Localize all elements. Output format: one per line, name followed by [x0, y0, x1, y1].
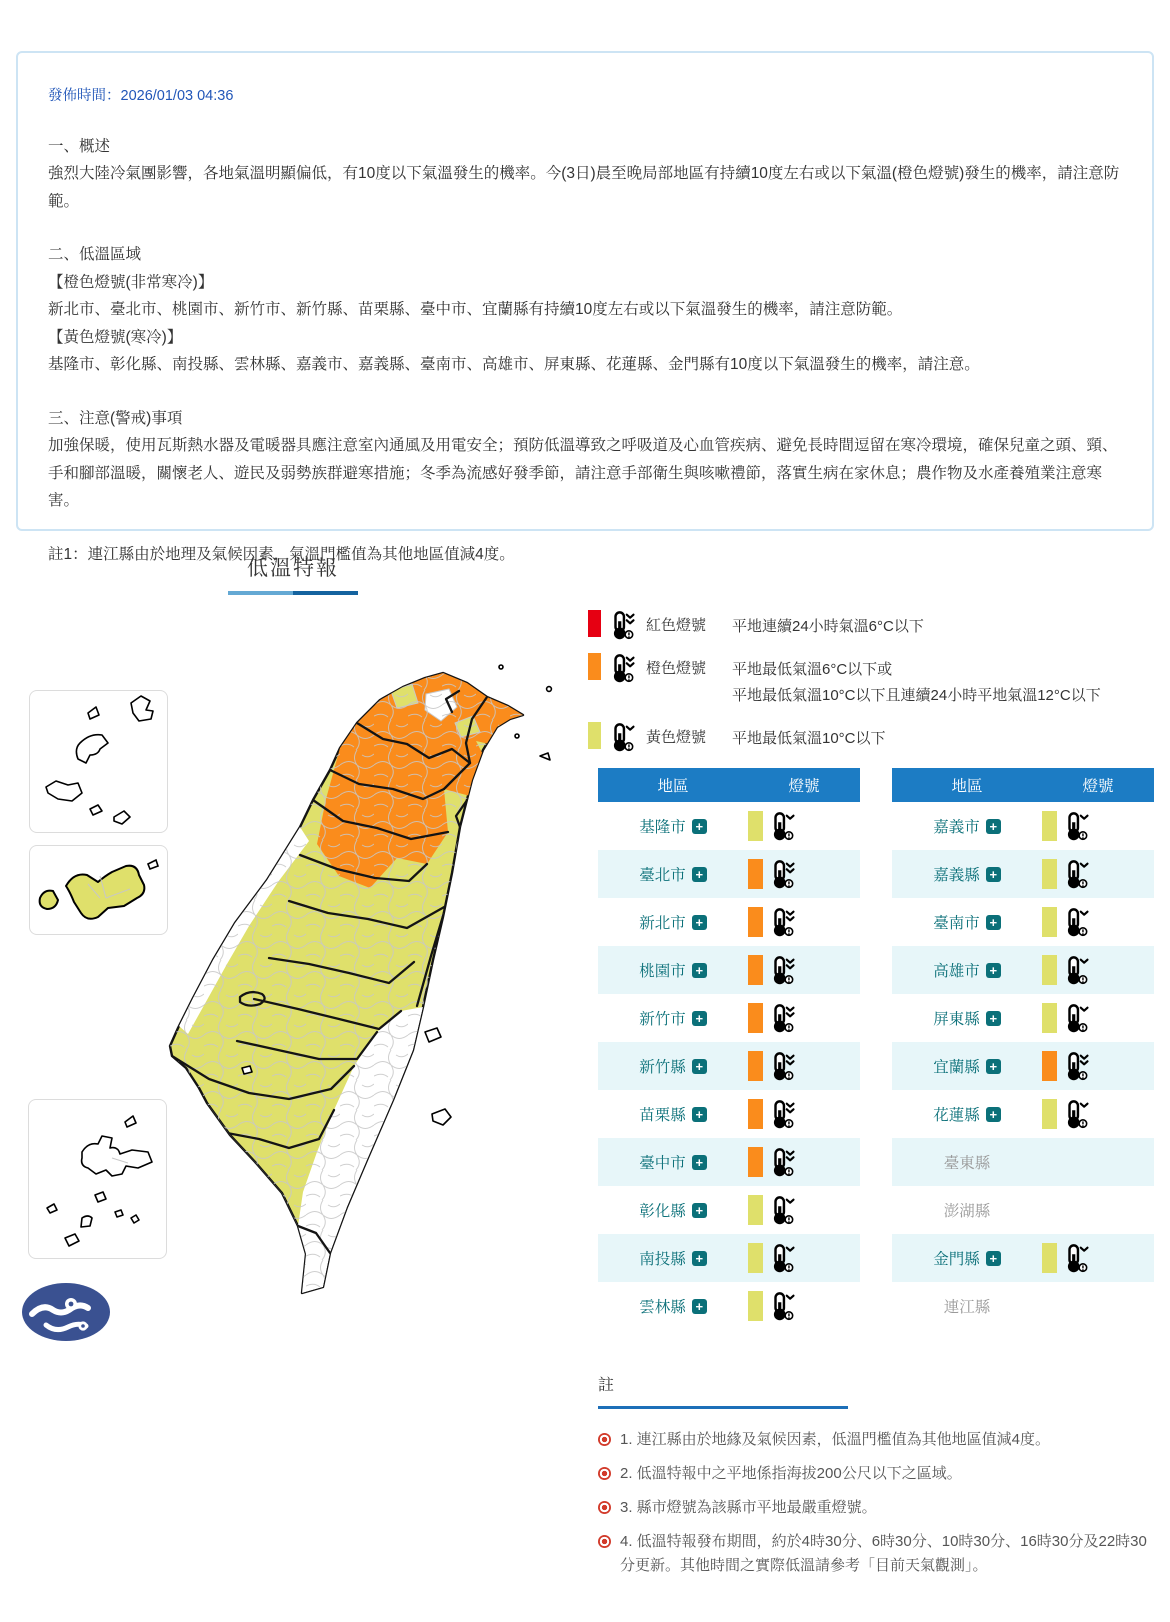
signal-color-bar [748, 1243, 763, 1273]
expand-plus-icon[interactable]: + [986, 867, 1001, 882]
table-row [892, 1090, 1154, 1138]
legend-item-yellow [588, 722, 1154, 752]
section3-heading: 三、注意(警戒)事項 [48, 409, 183, 427]
signal-color-bar [1042, 1051, 1057, 1081]
section2-heading: 二、低溫區域 [48, 246, 142, 263]
table-row [598, 850, 860, 898]
region-name: 嘉義縣 [933, 867, 980, 884]
region-name: 苗栗縣 [639, 1107, 686, 1124]
table-row [598, 1186, 860, 1234]
signal-color-bar [1042, 955, 1057, 985]
note-item: 1. 連江縣由於地緣及氣候因素，低溫門檻值為其他地區值減4度。 [598, 1428, 1158, 1452]
region-name: 金門縣 [933, 1251, 980, 1268]
signal-color-bar [1042, 859, 1057, 889]
header-signal: 燈號 [1082, 778, 1114, 795]
region-name: 新竹縣 [639, 1059, 686, 1076]
expand-plus-icon[interactable]: + [986, 1011, 1001, 1026]
region-name: 臺南市 [933, 915, 980, 932]
table-row [892, 898, 1154, 946]
legend-color-swatch [588, 653, 601, 680]
thermometer-icon [610, 610, 636, 640]
table-row [892, 946, 1154, 994]
table-row [598, 1042, 860, 1090]
table-body [892, 802, 1154, 1330]
region-name: 臺北市 [639, 867, 686, 884]
thermometer-icon [770, 955, 796, 985]
thermometer-icon [1064, 1099, 1090, 1129]
expand-plus-icon[interactable]: + [692, 1155, 707, 1170]
signal-color-bar [1042, 1243, 1057, 1273]
thermometer-icon [1064, 1003, 1090, 1033]
thermometer-icon [1064, 955, 1090, 985]
region-name: 彰化縣 [639, 1203, 686, 1220]
thermometer-icon [770, 811, 796, 841]
expand-plus-icon[interactable]: + [692, 867, 707, 882]
table-row [892, 994, 1154, 1042]
region-name: 基隆市 [639, 819, 686, 836]
region-name: 新竹市 [639, 1011, 686, 1028]
table-row [598, 802, 860, 850]
advisory-text-box [16, 51, 1154, 563]
thermometer-icon [770, 1051, 796, 1081]
table-row [598, 994, 860, 1042]
header-signal: 燈號 [788, 778, 820, 795]
header-region: 地區 [657, 778, 689, 795]
signal-color-bar [1042, 1003, 1057, 1033]
thermometer-icon [1064, 907, 1090, 937]
expand-plus-icon[interactable]: + [986, 1059, 1001, 1074]
region-name: 雲林縣 [639, 1299, 686, 1316]
thermometer-icon [610, 722, 636, 752]
table-row [598, 1138, 860, 1186]
table-header [598, 768, 860, 802]
region-name: 澎湖縣 [943, 1203, 991, 1220]
signal-table-left [598, 768, 860, 1330]
region-name: 嘉義市 [933, 819, 980, 836]
section1-body: 強烈大陸冷氣團影響，各地氣溫明顯偏低，有10度以下氣溫發生的機率。今(3日)晨至晚局部地區有持續10度左右或以下氣溫(橙色燈號)發生的機率，請注意防範。 [48, 165, 1120, 210]
expand-plus-icon[interactable]: + [692, 1203, 707, 1218]
section3-body: 加強保暖，使用瓦斯熱水器及電暖器具應注意室內通風及用電安全；預防低溫導致之呼吸道及心血管疾病、避免長時間逗留在寒冷環境，確保兒童之頭、頸、手和腳部溫暖，關懷老人、遊民及弱勢族群避寒措施；冬季為流感好發季節，請注意手部衛生與咳嗽禮節，落實生病在家休息；農作物及水產養殖業注意寒害。 [48, 437, 1118, 509]
expand-plus-icon[interactable]: + [692, 1011, 707, 1026]
region-name: 桃園市 [639, 963, 686, 980]
legend-description: 平地最低氣溫6°C以下或 平地最低氣溫10°C以下且連續24小時平地氣溫12°C以下 [732, 661, 1101, 704]
table-body [598, 802, 860, 1330]
matsu-inset-map[interactable] [29, 690, 168, 833]
orange-signal-tag: 【橙色燈號(非常寒冷)】 [48, 273, 214, 291]
yellow-signal-tag: 【黃色燈號(寒冷)】 [48, 328, 183, 346]
thermometer-icon [770, 1243, 796, 1273]
table-row [892, 1042, 1154, 1090]
orange-signal-regions: 新北市、臺北市、桃園市、新竹市、新竹縣、苗栗縣、臺中市、宜蘭縣有持續10度左右或以下氣溫發生的機率，請注意防範。 [48, 301, 903, 318]
thermometer-icon [1064, 859, 1090, 889]
region-name: 花蓮縣 [933, 1107, 980, 1124]
expand-plus-icon[interactable]: + [986, 819, 1001, 834]
bullet-icon [598, 1501, 611, 1514]
legend-label: 黃色燈號 [646, 729, 707, 746]
table-row [892, 1186, 1154, 1234]
signal-table-right [892, 768, 1154, 1330]
region-name: 臺東縣 [943, 1155, 991, 1172]
signal-color-bar [1042, 811, 1057, 841]
cwa-logo [20, 1281, 112, 1343]
region-name: 新北市 [639, 915, 686, 932]
legend-item-orange [588, 653, 1154, 709]
legend-description: 平地最低氣溫10°C以下 [732, 730, 886, 747]
legend-color-swatch [588, 610, 601, 637]
map-title-underline [228, 591, 358, 595]
table-row [598, 946, 860, 994]
map-title-tab [228, 552, 358, 595]
expand-plus-icon[interactable]: + [692, 915, 707, 930]
table-header [892, 768, 1154, 802]
expand-plus-icon[interactable]: + [986, 963, 1001, 978]
thermometer-icon [1064, 811, 1090, 841]
signal-color-bar [748, 811, 763, 841]
expand-plus-icon[interactable]: + [692, 1059, 707, 1074]
legend-label: 橙色燈號 [646, 660, 707, 677]
yellow-signal-regions: 基隆市、彰化縣、南投縣、雲林縣、嘉義市、嘉義縣、臺南市、高雄市、屏東縣、花蓮縣、金門縣有10度以下氣溫發生的機率，請注意。 [48, 356, 980, 373]
bullet-icon [598, 1467, 611, 1480]
region-name: 宜蘭縣 [933, 1059, 980, 1076]
published-time: 發佈時間：2026/01/03 04:36 [48, 88, 234, 104]
note-item: 3. 縣市燈號為該縣市平地最嚴重燈號。 [598, 1496, 1158, 1520]
penghu-inset-map[interactable] [28, 1099, 167, 1259]
expand-plus-icon[interactable]: + [692, 1107, 707, 1122]
notes-underline [598, 1406, 848, 1409]
table-row [598, 1282, 860, 1330]
thermometer-icon [770, 1291, 796, 1321]
region-name: 屏東縣 [933, 1011, 980, 1028]
signal-legend [588, 598, 1154, 765]
signal-color-bar [748, 907, 763, 937]
thermometer-icon [770, 859, 796, 889]
expand-plus-icon[interactable]: + [986, 1107, 1001, 1122]
table-row [892, 1282, 1154, 1330]
advisory-footnote: 註1：連江縣由於地理及氣候因素，氣溫門檻值為其他地區值減4度。 [48, 545, 515, 563]
expand-plus-icon[interactable]: + [986, 915, 1001, 930]
bullet-icon [598, 1433, 611, 1446]
note-item: 2. 低溫特報中之平地係指海拔200公尺以下之區域。 [598, 1462, 1158, 1486]
signal-color-bar [748, 1003, 763, 1033]
expand-plus-icon[interactable]: + [692, 963, 707, 978]
signal-color-bar [748, 859, 763, 889]
thermometer-icon [770, 1147, 796, 1177]
map-title: 低溫特報 [247, 557, 339, 580]
thermometer-icon [770, 907, 796, 937]
legend-description: 平地連續24小時氣溫6°C以下 [732, 618, 924, 635]
region-name: 臺中市 [639, 1155, 686, 1172]
table-row [892, 1234, 1154, 1282]
table-row [598, 1090, 860, 1138]
expand-plus-icon[interactable]: + [692, 1251, 707, 1266]
thermometer-icon [770, 1099, 796, 1129]
kinmen-inset-map[interactable] [29, 845, 168, 935]
signal-color-bar [748, 1051, 763, 1081]
notes-section [598, 1372, 1158, 1588]
expand-plus-icon[interactable]: + [986, 1251, 1001, 1266]
thermometer-icon [1064, 1243, 1090, 1273]
notes-title: 註 [598, 1377, 615, 1394]
bullet-icon [598, 1535, 611, 1548]
signal-color-bar [748, 1099, 763, 1129]
thermometer-icon [610, 653, 636, 683]
signal-color-bar [1042, 1099, 1057, 1129]
signal-color-bar [748, 1147, 763, 1177]
table-row [892, 850, 1154, 898]
signal-color-bar [748, 1291, 763, 1321]
expand-plus-icon[interactable]: + [692, 1299, 707, 1314]
expand-plus-icon[interactable]: + [692, 819, 707, 834]
thermometer-icon [1064, 1051, 1090, 1081]
section1-heading: 一、概述 [48, 137, 111, 155]
region-name: 連江縣 [943, 1299, 991, 1316]
table-row [892, 1138, 1154, 1186]
table-row [598, 898, 860, 946]
legend-color-swatch [588, 722, 601, 749]
signal-color-bar [748, 1195, 763, 1225]
table-row [892, 802, 1154, 850]
note-item: 4. 低溫特報發布期間，約於4時30分、6時30分、10時30分、16時30分及22時30分更新。其他時間之實際低溫請參考「目前天氣觀測」。 [598, 1530, 1158, 1578]
header-region: 地區 [951, 778, 983, 795]
thermometer-icon [770, 1195, 796, 1225]
legend-item-red [588, 610, 1154, 640]
region-name: 高雄市 [933, 963, 980, 980]
legend-label: 紅色燈號 [646, 617, 707, 634]
signal-color-bar [748, 955, 763, 985]
thermometer-icon [770, 1003, 796, 1033]
signal-color-bar [1042, 907, 1057, 937]
region-name: 南投縣 [639, 1251, 686, 1268]
table-row [598, 1234, 860, 1282]
